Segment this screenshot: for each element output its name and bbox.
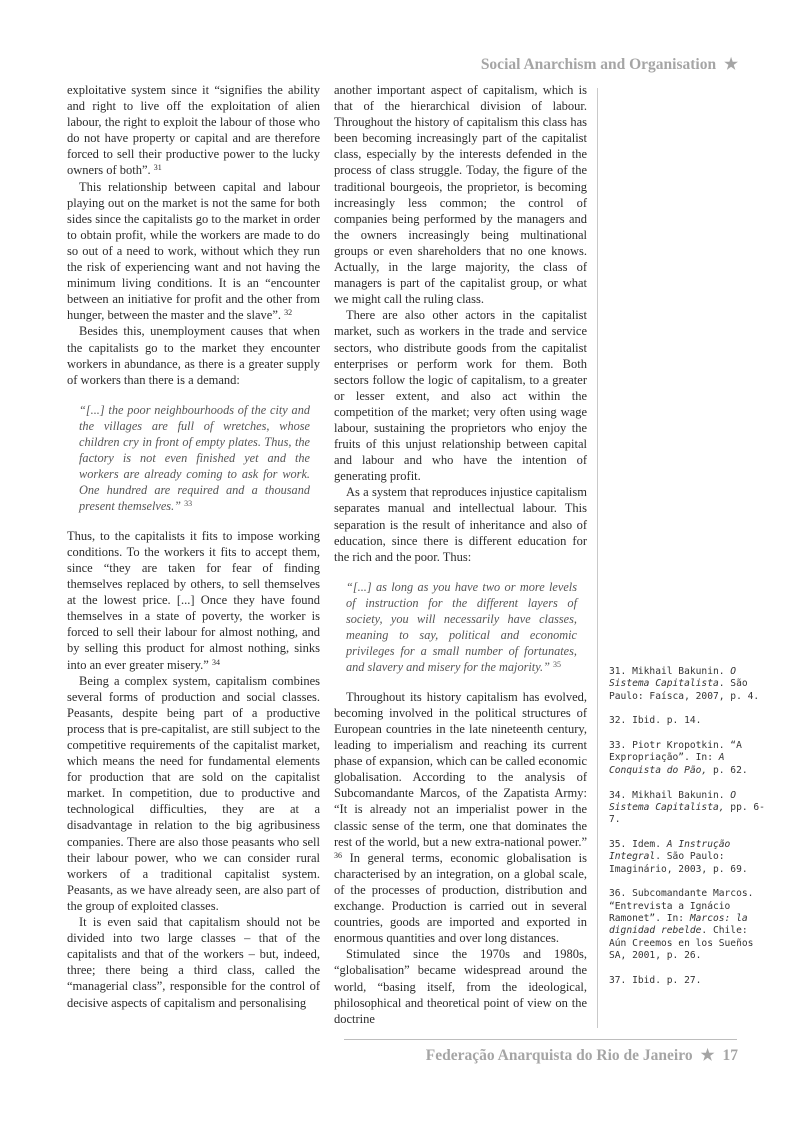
block-quote: “[...] as long as you have two or more levels of instruction for the different layers of society, you will necessarily have classes, meaning to say, political and economic privileges for a small number of fortunates, and slavery and misery for the majority.” $^{35}$ <box>346 579 577 674</box>
paragraph: Besides this, unemployment causes that when the capitalists go to the market they encounter workers in abundance, as there is a greater supply of workers than there is a demand: <box>67 324 320 387</box>
footnote-ref: 35 <box>553 659 561 669</box>
paragraph: Thus, to the capitalists it fits to impose working conditions. To the workers it fits to accept them, since “they are taken for fear of finding themselves replaced by others, to sell themselves at the lowest price. [...] Once they have found themselves in a state of poverty, the worker is forced to sell their labour for almost nothing, and by selling this product for almost nothing, sinks into an ever greater misery.” $^{34}$ <box>67 528 320 672</box>
page-number: 17 <box>722 1047 738 1064</box>
paragraph: It is even said that capitalism should not be divided into two large classes – that of the capitalists and that of the workers – but, indeed, three; there being a third class, called the “managerial class”, responsible for the control of decisive aspects of capitalism and personalising <box>67 915 320 1010</box>
text-column-left <box>67 82 320 1011</box>
footnotes <box>609 666 769 999</box>
header-title: Social Anarchism and Organisation <box>480 56 717 73</box>
footnote-ref: 33 <box>184 498 193 508</box>
footnote-item: 36. Subcomandante Marcos. “Entrevista a Ignácio Ramonet”. In: Marcos: la dignidad rebelde. Chile: Aún Creemos en los Sueños SA, 2001, p. 26. <box>609 888 754 961</box>
paragraph: another important aspect of capitalism, which is that of the hierarchical division of labour. Throughout the history of capitalism this class has been becoming increasingly part of the capitalist class, especially by the interests defended in the process of class struggle. Today, the figure of the traditional bourgeois, the proprietor, is becoming increasingly less common; the control of companies being performed by the managers and the owners increasingly being multinational groups or even shareholders that no one knows. Actually, in the large majority, the class of managers is part of the capitalist group, or what we might call the ruling class. <box>334 83 587 307</box>
footer-publisher: Federação Anarquista do Rio de Janeiro <box>425 1047 693 1064</box>
footnote-ref: 34 <box>211 657 220 667</box>
footnote-item: 33. Piotr Kropotkin. “A Expropriação”. In: A Conquista do Pão, p. 62. <box>609 740 748 776</box>
paragraph: As a system that reproduces injustice capitalism separates manual and intellectual labour. This separation is the result of inheritance and also of education, since there is different education for the rich and the poor. Thus: <box>334 485 587 564</box>
text-column-right <box>334 82 587 1027</box>
footnote-ref: 36 <box>334 850 342 860</box>
paragraph: This relationship between capital and labour playing out on the market is not the same for both sides since the capitalists go to the market in order to obtain profit, while the workers are made to do so out of a need to work, without which they run the risk of experiencing want and not having the minimum living conditions. It is an “encounter between an initiative for profit and the other from hunger, between the master and the slave”. $^{32}$ <box>67 179 320 323</box>
footnote-item: 31. Mikhail Bakunin. O Sistema Capitalista. São Paulo: Faísca, 2007, p. 4. <box>609 666 760 702</box>
paragraph: Being a complex system, capitalism combines several forms of production and social classes. Peasants, despite being part of a productive process that is pre-capitalist, are still subject to the competitive requirements of the capitalist market, which means the need for fundamental elements for production that are sold on the capitalist market. In competition, due to productive and technological difficulties, they are at a disadvantage in relation to the big agribusiness companies. There are also those peasants who sell their labour power, who we can consider rural workers of a traditional capitalist system. Peasants, as we have already seen, are also part of the group of exploited classes. <box>67 673 320 913</box>
paragraph: Stimulated since the 1970s and 1980s, “globalisation” became widespread around the world, “basing itself, from the ideological, philosophical and theoretical point of view on the doctrine <box>334 947 587 1026</box>
star-icon: ★ <box>700 1047 715 1064</box>
column-divider <box>597 88 598 1028</box>
footnote-item: 35. Idem. A Instrução Integral. São Paulo: Imaginário, 2003, p. 69. <box>609 838 748 875</box>
footnote-item: 37. Ibid. p. 27. <box>609 974 702 986</box>
star-icon: ★ <box>724 56 738 73</box>
running-header <box>300 55 738 77</box>
paragraph: Throughout its history capitalism has evolved, becoming involved in the political structures of European countries in the late nineteenth century, leading to imperialism and reaching its current phase of expansion, which can be called economic globalisation. According to the analysis of Subcomandante Marcos, of the Zapatista Army: “It is already not an imperialist power in the classic sense of the term, one that dominates the rest of the world, but a new extra-national power.” $^{36}$ In general terms, economic globalisation is characterised by an integration, on a global scale, of the processes of production, distribution and exchange. Production is carried out in several countries, goods are imported and exported in enormous quantities and over long distances. <box>334 689 588 946</box>
paragraph: There are also other actors in the capitalist market, such as workers in the trade and service sectors, who distribute goods from the capitalist enterprises or perform work for them. Both sectors follow the logic of capitalism, to a greater or lesser extent, and also act within the competition of the market; very often using wage labour, sustaining the proprietors who enjoy the fruits of this unjust relationship between capital and labour and who have the intention of generating profit. <box>334 308 587 484</box>
block-quote: “[...] the poor neighbourhoods of the city and the villages are full of wretches, whose children cry in front of empty plates. Thus, the factory is not even finished yet and the workers are already coming to ask for work. One hundred are required and a thousand present themselves.” $^{33}$ <box>79 402 310 513</box>
footer-rule <box>344 1039 737 1040</box>
footnote-ref: 31 <box>153 163 162 173</box>
footnote-item: 32. Ibid. p. 14. <box>609 715 702 727</box>
footnote-ref: 32 <box>284 308 293 318</box>
footnote-item: 34. Mikhail Bakunin. O Sistema Capitalista, pp. 6-7. <box>609 789 765 826</box>
running-footer <box>300 1046 738 1068</box>
paragraph: exploitative system since it “signifies the ability and right to live off the exploitation of alien labour, the right to exploit the labour of those who do not have property or capital and are therefore forced to sell their productive power to the lucky owners of both”. $^{31}$ <box>67 83 320 178</box>
